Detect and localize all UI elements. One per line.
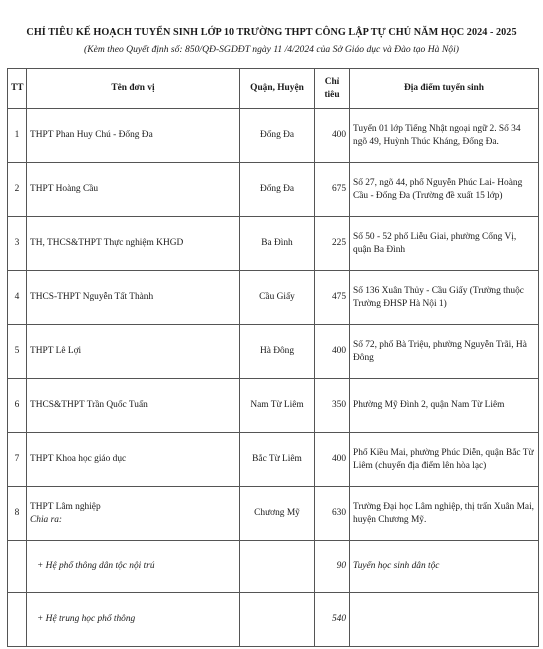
row-quota: 475 — [315, 271, 350, 325]
header-location: Địa điểm tuyển sinh — [350, 69, 539, 109]
enrollment-table — [7, 68, 539, 647]
header-quota: Chỉ tiêu — [315, 69, 350, 109]
row-quota: 400 — [315, 325, 350, 379]
row-quota: 400 — [315, 109, 350, 163]
row-location: Trường Đại học Lâm nghiệp, thị trấn Xuân Mai, huyện Chương Mỹ. — [350, 487, 539, 541]
row-unit: TH, THCS&THPT Thực nghiệm KHGD — [27, 217, 240, 271]
row-quota: 350 — [315, 379, 350, 433]
row-unit: THPT Khoa học giáo dục — [27, 433, 240, 487]
header-district: Quận, Huyện — [240, 69, 315, 109]
subrow-unit: + Hệ trung học phổ thông — [27, 593, 240, 647]
table-row — [8, 379, 539, 433]
row-location: Số 50 - 52 phố Liễu Giai, phường Cống Vị, quận Ba Đình — [350, 217, 539, 271]
row-unit: THPT Hoàng Cầu — [27, 163, 240, 217]
row-district: Bắc Từ Liêm — [240, 433, 315, 487]
subrow-tt — [8, 541, 27, 593]
row-quota: 630 — [315, 487, 350, 541]
row-location: Số 136 Xuân Thủy - Cầu Giấy (Trường thuộc Trường ĐHSP Hà Nội 1) — [350, 271, 539, 325]
row-unit-note: Chia ra: — [30, 514, 63, 525]
row-tt: 1 — [8, 109, 27, 163]
row-district: Nam Từ Liêm — [240, 379, 315, 433]
subrow-district — [240, 593, 315, 647]
row-tt: 6 — [8, 379, 27, 433]
row-district: Hà Đông — [240, 325, 315, 379]
row-location: Tuyển 01 lớp Tiếng Nhật ngoại ngữ 2. Số 34 ngõ 49, Huỳnh Thúc Kháng, Đống Đa. — [350, 109, 539, 163]
row-location: Phường Mỹ Đình 2, quận Nam Từ Liêm — [350, 379, 539, 433]
document-title: CHỈ TIÊU KẾ HOẠCH TUYỂN SINH LỚP 10 TRƯỜNG THPT CÔNG LẬP TỰ CHỦ NĂM HỌC 2024 - 2025 — [26, 27, 517, 38]
row-unit: THCS-THPT Nguyễn Tất Thành — [27, 271, 240, 325]
row-tt: 4 — [8, 271, 27, 325]
table-header-row — [8, 69, 539, 109]
row-tt: 7 — [8, 433, 27, 487]
row-location: Số 27, ngõ 44, phố Nguyễn Phúc Lai- Hoàng Cầu - Đống Đa (Trường đề xuất 15 lớp) — [350, 163, 539, 217]
row-unit: THCS&THPT Trần Quốc Tuấn — [27, 379, 240, 433]
row-location: Phố Kiều Mai, phường Phúc Diễn, quận Bắc Từ Liêm (chuyển địa điểm lên hòa lạc) — [350, 433, 539, 487]
row-tt: 8 — [8, 487, 27, 541]
subrow-tt — [8, 593, 27, 647]
row-tt: 5 — [8, 325, 27, 379]
row-unit-cell — [27, 487, 240, 541]
table-row — [8, 217, 539, 271]
row-unit: THPT Lê Lợi — [27, 325, 240, 379]
table-row — [8, 271, 539, 325]
table-subrow — [8, 593, 539, 647]
table-subrow — [8, 541, 539, 593]
table-row — [8, 163, 539, 217]
table-row — [8, 487, 539, 541]
row-district: Cầu Giấy — [240, 271, 315, 325]
header-tt: TT — [8, 69, 27, 109]
document-subtitle: (Kèm theo Quyết định số: 850/QĐ-SGDĐT ngày 11 /4/2024 của Sở Giáo dục và Đào tạo Hà Nội) — [84, 44, 459, 55]
header-unit: Tên đơn vị — [27, 69, 240, 109]
subrow-location: Tuyển học sinh dân tộc — [350, 541, 539, 593]
row-quota: 675 — [315, 163, 350, 217]
subrow-location — [350, 593, 539, 647]
row-quota: 225 — [315, 217, 350, 271]
row-unit: THPT Lâm nghiệp — [30, 501, 101, 512]
row-district: Ba Đình — [240, 217, 315, 271]
row-quota: 400 — [315, 433, 350, 487]
row-tt: 2 — [8, 163, 27, 217]
subrow-quota: 90 — [315, 541, 350, 593]
subrow-quota: 540 — [315, 593, 350, 647]
subrow-district — [240, 541, 315, 593]
row-tt: 3 — [8, 217, 27, 271]
row-location: Số 72, phố Bà Triệu, phường Nguyễn Trãi, Hà Đông — [350, 325, 539, 379]
row-district: Chương Mỹ — [240, 487, 315, 541]
table-row — [8, 325, 539, 379]
subrow-unit: + Hệ phổ thông dân tộc nội trú — [27, 541, 240, 593]
row-district: Đống Đa — [240, 163, 315, 217]
table-row — [8, 109, 539, 163]
row-unit: THPT Phan Huy Chú - Đống Đa — [27, 109, 240, 163]
table-row — [8, 433, 539, 487]
row-district: Đống Đa — [240, 109, 315, 163]
